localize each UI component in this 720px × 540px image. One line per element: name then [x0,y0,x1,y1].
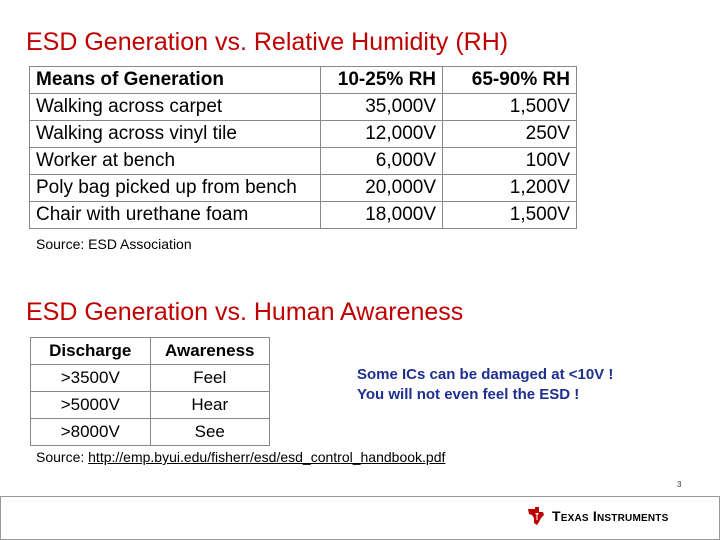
rh-cell-means: Walking across vinyl tile [30,121,321,148]
damage-note-line2: You will not even feel the ESD ! [357,386,580,403]
awareness-header-discharge: Discharge [31,338,151,365]
table-row [30,202,577,229]
awareness-table-header-row [31,338,270,365]
table-row [30,175,577,202]
awareness-section-title: ESD Generation vs. Human Awareness [26,298,464,326]
rh-header-low: 10-25% RH [321,67,443,94]
rh-cell-low: 35,000V [321,94,443,121]
damage-note [357,365,613,405]
awareness-cell-awareness: Feel [150,365,270,392]
table-row [30,148,577,175]
texas-instruments-logo [526,506,668,526]
table-row [31,365,270,392]
logo-letter-t: T [552,508,561,524]
awareness-cell-discharge: >5000V [31,392,151,419]
texas-instruments-wordmark [552,508,668,524]
awareness-table [30,337,270,446]
table-row [30,94,577,121]
awareness-cell-discharge: >8000V [31,419,151,446]
page-number: 3 [677,480,682,489]
texas-instruments-logo-icon [526,506,546,526]
logo-word-nstruments: NSTRUMENTS [597,513,669,524]
table-row [30,121,577,148]
rh-header-means: Means of Generation [30,67,321,94]
damage-note-line1: Some ICs can be damaged at <10V ! [357,366,614,383]
rh-cell-high: 1,500V [443,202,577,229]
awareness-cell-awareness: See [150,419,270,446]
rh-header-high: 65-90% RH [443,67,577,94]
rh-cell-high: 100V [443,148,577,175]
table-row [31,392,270,419]
logo-word-exas: EXAS [560,513,589,524]
handbook-source-prefix: Source: [36,449,89,465]
rh-cell-low: 6,000V [321,148,443,175]
rh-cell-means: Chair with urethane foam [30,202,321,229]
awareness-cell-discharge: >3500V [31,365,151,392]
rh-cell-means: Poly bag picked up from bench [30,175,321,202]
rh-table [29,66,577,229]
handbook-source-link[interactable]: http://emp.byui.edu/fisherr/esd/esd_control_handbook.pdf [88,449,446,465]
rh-cell-low: 20,000V [321,175,443,202]
rh-cell-low: 18,000V [321,202,443,229]
rh-cell-high: 1,200V [443,175,577,202]
awareness-header-awareness: Awareness [150,338,270,365]
logo-letter-i: I [592,508,597,524]
rh-table-header-row [30,67,577,94]
rh-cell-high: 250V [443,121,577,148]
rh-cell-means: Worker at bench [30,148,321,175]
rh-cell-low: 12,000V [321,121,443,148]
rh-source: Source: ESD Association [36,236,192,252]
table-row [31,419,270,446]
handbook-source [36,449,445,465]
awareness-cell-awareness: Hear [150,392,270,419]
rh-section-title: ESD Generation vs. Relative Humidity (RH) [26,28,509,56]
rh-cell-high: 1,500V [443,94,577,121]
rh-cell-means: Walking across carpet [30,94,321,121]
